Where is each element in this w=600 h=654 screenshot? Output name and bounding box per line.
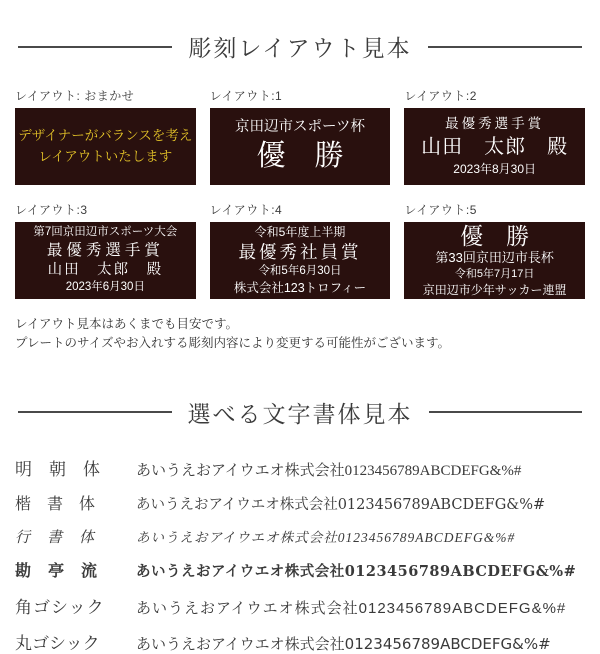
font-sample-list — [15, 455, 585, 654]
divider-line — [429, 411, 583, 413]
font-row-mincho — [15, 455, 585, 480]
plate-line: 優 勝 — [460, 222, 530, 249]
layout-sample-grid — [15, 87, 585, 299]
font-sample-text: あいうえおアイウエオ株式会社0123456789ABCDEFG&%# — [136, 462, 522, 479]
plate-line: 京田辺市少年サッカー連盟 — [422, 282, 567, 297]
plate-line: 優 勝 — [256, 139, 344, 172]
plate-line: 山田 太郎 殿 — [47, 262, 164, 279]
layout-cell-3 — [15, 201, 196, 299]
font-sample-text: あいうえおアイウエオ株式会社0123456789ABCDEFG&%# — [136, 563, 577, 581]
plate-line: 第7回京田辺市スポーツ大会 — [33, 226, 178, 239]
engraving-plate-1 — [210, 108, 391, 185]
engraving-plate-2 — [404, 108, 585, 185]
plate-line: 山田 太郎 殿 — [421, 136, 569, 159]
plate-line: 令和5年6月30日 — [258, 265, 342, 278]
plate-line: 第33回京田辺市長杯 — [435, 250, 554, 266]
layout-cell-4 — [210, 201, 391, 299]
font-sample-text: あいうえおアイウエオ株式会社0123456789ABCDEFG&%# — [136, 529, 516, 545]
layout-label: レイアウト:4 — [209, 203, 283, 217]
layout-label: レイアウト:5 — [404, 203, 477, 217]
plate-line: 2023年6月30日 — [65, 280, 145, 293]
plate-line: 2023年8月30日 — [453, 162, 537, 177]
font-name: 楷 書 体 — [15, 494, 96, 514]
plate-line: レイアウトいたします — [38, 148, 173, 164]
layout-cell-2 — [404, 87, 585, 185]
layout-label: レイアウト: おまかせ — [15, 89, 135, 103]
plate-line: デザイナーがバランスを考え — [18, 127, 193, 143]
engraving-plate-3 — [15, 222, 196, 299]
divider-line — [428, 46, 582, 48]
layout-cell-1 — [210, 87, 391, 185]
plate-line: 京田辺市スポーツ杯 — [235, 118, 365, 135]
layout-notes — [15, 315, 585, 354]
engraving-section-header — [18, 30, 582, 63]
note-line: プレートのサイズやお入れする彫刻内容により変更する可能性がございます。 — [15, 336, 451, 351]
font-sample-text: あいうえおアイウエオ株式会社0123456789ABCDEFG&%# — [136, 635, 551, 654]
layout-label: レイアウト:3 — [15, 203, 88, 217]
font-row-gyosho — [15, 526, 585, 547]
layout-label: レイアウト:2 — [404, 89, 477, 103]
plate-line: 令和5年7月17日 — [454, 267, 535, 280]
plate-line: 最優秀選手賞 — [46, 242, 164, 259]
divider-line — [18, 411, 172, 413]
font-name: 丸ゴシック — [15, 634, 100, 654]
font-row-maru-gothic — [15, 629, 585, 654]
plate-line: 最優秀選手賞 — [445, 115, 545, 131]
plate-line: 最優秀社員賞 — [238, 241, 362, 262]
font-section-header — [18, 396, 582, 429]
note-line: レイアウト見本はあくまでも目安です。 — [15, 317, 239, 331]
font-sample-text: あいうえおアイウエオ株式会社0123456789ABCDEFG&%# — [136, 599, 567, 617]
font-row-kaku-gothic — [15, 593, 585, 618]
layout-cell-5 — [404, 201, 585, 299]
font-sample-text: あいうえおアイウエオ株式会社0123456789ABCDEFG&%# — [136, 497, 546, 514]
plate-line: 令和5年度上半期 — [254, 224, 346, 239]
font-section-title: 選べる文字書体見本 — [187, 400, 413, 427]
font-row-kaisho — [15, 491, 585, 514]
font-name: 行 書 体 — [15, 529, 96, 546]
font-name: 角ゴシック — [15, 597, 105, 617]
engraving-section-title: 彫刻レイアウト見本 — [188, 35, 412, 61]
font-row-kanteiryu — [15, 558, 585, 581]
font-name: 勘 亭 流 — [15, 561, 98, 581]
engraving-plate-5 — [404, 222, 585, 299]
engraving-plate-4 — [210, 222, 391, 299]
font-name: 明 朝 体 — [15, 459, 100, 479]
layout-cell-omakase — [15, 87, 196, 185]
divider-line — [18, 46, 172, 48]
engraving-plate-omakase — [15, 108, 196, 185]
plate-line: 株式会社123トロフィー — [233, 280, 367, 295]
layout-label: レイアウト:1 — [209, 89, 283, 103]
